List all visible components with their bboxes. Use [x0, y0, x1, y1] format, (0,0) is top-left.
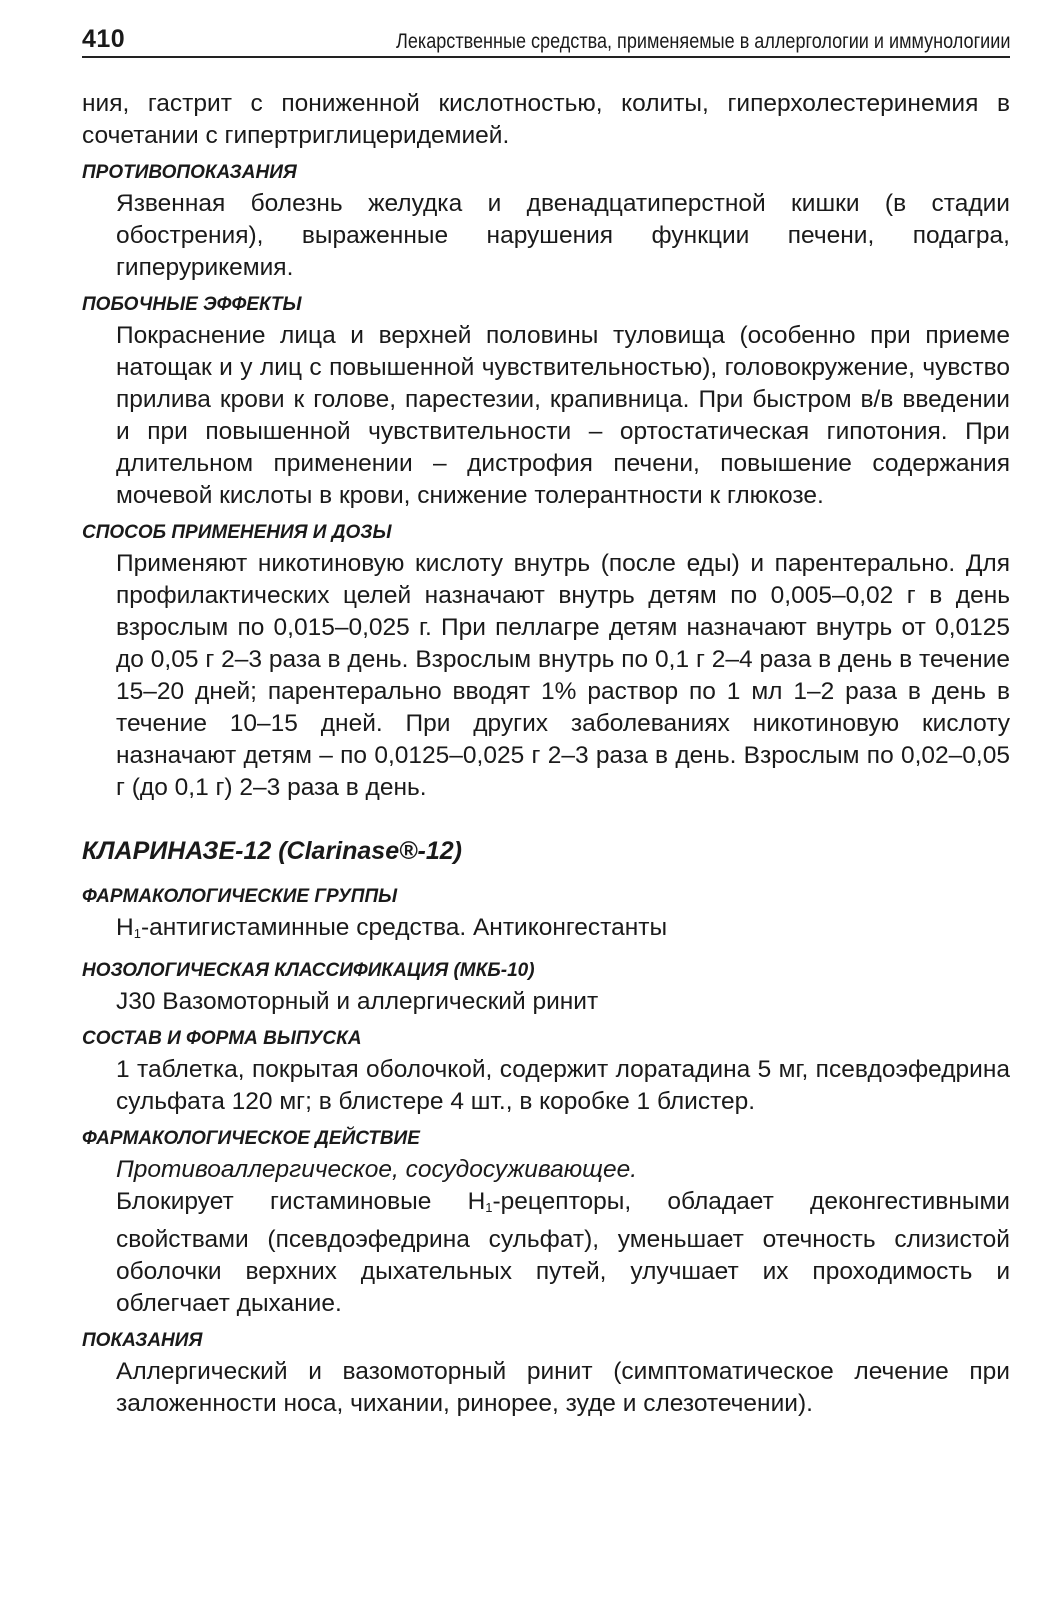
indications-heading: ПОКАЗАНИЯ [82, 1330, 203, 1351]
groups-h: H [116, 914, 134, 941]
book-page [82, 14, 1010, 1420]
action-italic-line: Противоаллергическое, сосудосуживающее. [116, 1156, 638, 1183]
groups-rest: -антигистаминные средства. Антиконгестанты [140, 914, 668, 941]
section-paragraph: Язвенная болезнь желудка и двенадцатиперстной кишки (в стадии обострения), выраженные нарушения функции печени, подагра, гиперурикемия. [116, 190, 1010, 281]
composition-paragraph: 1 таблетка, покрытая оболочкой, содержит лоратадина 5 мг, псевдоэфедрина сульфата 120 мг; в блистере 4 шт., в коробке 1 блистер. [116, 1056, 1010, 1115]
groups-sub: 1 [133, 926, 141, 941]
nosology-paragraph: J30 Вазомоторный и аллергический ринит [116, 988, 599, 1015]
section-paragraph: Покраснение лица и верхней половины туловища (особенно при приеме натощак и у лиц с повышенной чувствительностью), головокружение, чувство прилива крови к голове, парестезии, крапивница. При быстром в/в введении и при повышенной чувствительности – ортостатическая гипотония. При длительном применении – дистрофия печени, повышение содержания мочевой кислоты в крови, снижение толерантности к глюкозе. [116, 322, 1010, 509]
continuation-paragraph: ния, гастрит с пониженной кислотностью, колиты, гиперхолестеринемия в сочетании с гипертриглицеридемией. [82, 90, 1010, 149]
section-heading: ПОБОЧНЫЕ ЭФФЕКТЫ [82, 294, 302, 315]
groups-heading: ФАРМАКОЛОГИЧЕСКИЕ ГРУППЫ [82, 886, 398, 907]
page-header [82, 14, 1010, 58]
section-paragraph: Применяют никотиновую кислоту внутрь (после еды) и парентерально. Для профилактических целей назначают внутрь детям по 0,005–0,02 г в день взрослым по 0,015–0,025 г. При пеллагре детям назначают внутрь от 0,0125 до 0,05 г 2–3 раза в день. Взрослым внутрь по 0,1 г 2–4 раза в день в течение 15–20 дней; парентерально вводят 1% раствор по 1 мл 1–2 раза в день в течение 10–15 дней. При других заболеваниях никотиновую кислоту назначают детям – по 0,0125–0,025 г 2–3 раза в день. Взрослым по 0,02–0,05 г (до 0,1 г) 2–3 раза в день. [116, 550, 1010, 801]
nosology-heading: НОЗОЛОГИЧЕСКАЯ КЛАССИФИКАЦИЯ (МКБ-10) [82, 960, 535, 981]
section-heading: ПРОТИВОПОКАЗАНИЯ [82, 162, 297, 183]
action-post: -рецепторы, обладает деконгестивными свойствами (псевдоэфедрина сульфат), уменьшает отечность слизистой оболочки верхних дыхательных путей, улучшает их проходимость и облегчает дыхание. [116, 1188, 1010, 1317]
page-body [82, 88, 1010, 1420]
action-sub: 1 [485, 1200, 493, 1215]
groups-paragraph [82, 912, 1010, 950]
action-pre: Блокирует гистаминовые H [116, 1188, 486, 1215]
composition-heading: СОСТАВ И ФОРМА ВЫПУСКА [82, 1028, 362, 1049]
running-title: Лекарственные средства, применяемые в аллергологии и иммунологиии [395, 30, 1010, 53]
indications-paragraph: Аллергический и вазомоторный ринит (симптоматическое лечение при заложенности носа, чихании, ринорее, зуде и слезотечении). [116, 1358, 1010, 1417]
drug-title: КЛАРИНАЗЕ-12 (Clarinase®-12) [82, 837, 462, 865]
section-heading: СПОСОБ ПРИМЕНЕНИЯ И ДОЗЫ [82, 522, 392, 543]
action-heading: ФАРМАКОЛОГИЧЕСКОЕ ДЕЙСТВИЕ [82, 1128, 420, 1149]
action-paragraph [82, 1186, 1010, 1320]
page-number: 410 [82, 25, 126, 53]
